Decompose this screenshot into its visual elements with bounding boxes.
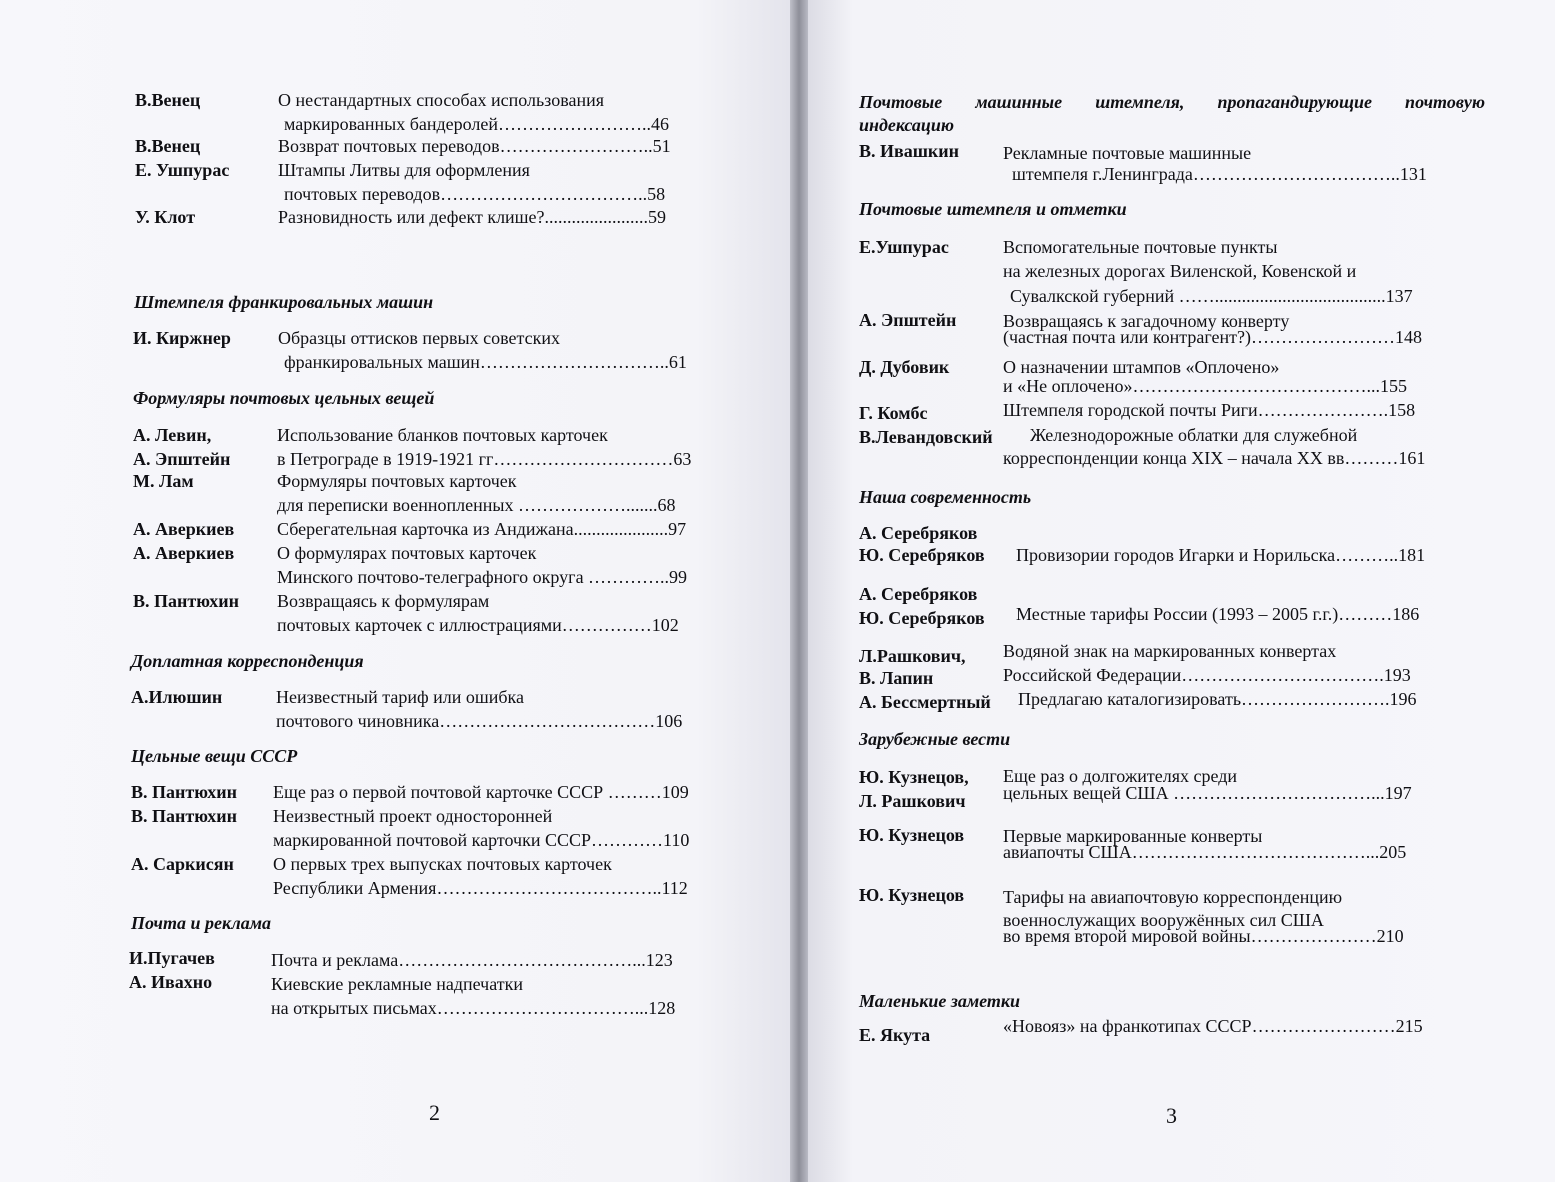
entry-title: О первых трех выпусках почтовых карточек	[273, 854, 612, 874]
entry-author: Л.Рашкович,	[859, 646, 966, 666]
entry-title: во время второй мировой войны…………………210	[1003, 926, 1404, 946]
entry-title: Образцы оттисков первых советских	[278, 328, 560, 348]
entry-author: Ю. Серебряков	[859, 608, 985, 628]
entry-title: почтовых карточек с иллюстрациями……………102	[277, 615, 679, 635]
entry-title: цельных вещей США ……………………………...197	[1003, 783, 1412, 803]
section-heading: Почтовые машинные штемпеля, пропагандирующие почтовую	[859, 92, 1485, 112]
entry-author: А. Эпштейн	[859, 310, 957, 330]
entry-title: О нестандартных способах использования	[278, 90, 604, 110]
entry-author: У. Клот	[135, 207, 196, 227]
entry-author: В. Пантюхин	[131, 782, 238, 802]
entry-title: Возвращаясь к загадочному конверту	[1003, 311, 1290, 331]
entry-title: корреспонденции конца XIX – начала XX вв………161	[1003, 448, 1426, 468]
entry-title: Еще раз о первой почтовой карточке СССР ………109	[273, 782, 689, 802]
entry-author: В. Ивашкин	[859, 141, 960, 161]
entry-title: О назначении штампов «Оплочено»	[1003, 357, 1280, 377]
entry-title: в Петрограде в 1919-1921 гг…………………………63	[277, 449, 692, 469]
section-heading: индексацию	[859, 115, 955, 135]
entry-author: В.Венец	[135, 136, 201, 156]
entry-title: Неизвестный проект односторонней	[273, 806, 553, 826]
entry-title: Первые маркированные конверты	[1003, 826, 1263, 846]
entry-author: Е.Ушпурас	[859, 237, 949, 257]
entry-title: почтовых переводов……………………………..58	[284, 184, 666, 204]
section-heading: Наша современность	[859, 487, 1032, 507]
section-heading: Почта и реклама	[131, 913, 272, 933]
entry-author: В.Венец	[135, 90, 201, 110]
entry-title: Еще раз о долгожителях среди	[1003, 766, 1238, 786]
entry-title: Неизвестный тариф или ошибка	[276, 687, 525, 707]
entry-title: франкировальных машин…………………………..61	[284, 352, 687, 372]
entry-author: Ю. Кузнецов	[859, 825, 965, 845]
entry-title: Сувалкской губерний ……......................................137	[1010, 286, 1413, 306]
entry-title: Сберегательная карточка из Андижана.....................97	[277, 519, 687, 539]
entry-title: Республики Армения………………………………..112	[273, 878, 688, 898]
entry-author: В. Пантюхин	[133, 591, 240, 611]
entry-author: А. Саркисян	[131, 854, 234, 874]
entry-title: штемпеля г.Ленинграда……………………………..131	[1012, 164, 1427, 184]
entry-author: А. Ивахно	[129, 972, 213, 992]
entry-author: И. Киржнер	[133, 328, 231, 348]
entry-title: военнослужащих вооружённых сил США	[1003, 910, 1324, 930]
entry-title: Местные тарифы России (1993 – 2005 г.г.)………186	[1016, 604, 1420, 624]
entry-title: на железных дорогах Виленской, Ковенской и	[1003, 261, 1357, 281]
entry-author: А. Левин,	[133, 425, 212, 445]
entry-author: Д. Дубовик	[859, 357, 950, 377]
right-page-number: 3	[1166, 1103, 1177, 1128]
entry-author: И.Пугачев	[129, 948, 215, 968]
entry-author: А. Аверкиев	[133, 519, 235, 539]
entry-title: Использование бланков почтовых карточек	[277, 425, 608, 445]
entry-author: А. Серебряков	[859, 523, 978, 543]
entry-title: Минского почтово-телеграфного округа …………..99	[277, 567, 688, 587]
entry-title: Рекламные почтовые машинные	[1003, 143, 1252, 163]
entry-author: Г. Комбс	[859, 403, 928, 423]
entry-author: Л. Рашкович	[859, 791, 966, 811]
entry-author: А. Серебряков	[859, 584, 978, 604]
entry-title: авиапочты США…………………………………...205	[1003, 842, 1407, 862]
section-heading: Штемпеля франкировальных машин	[134, 292, 434, 312]
entry-title: Возвращаясь к формулярам	[277, 591, 490, 611]
entry-author: А. Бессмертный	[859, 692, 991, 712]
entry-title: Предлагаю каталогизировать…………………….196	[1018, 689, 1417, 709]
entry-title: Разновидность или дефект клише?.......................59	[278, 207, 667, 227]
entry-title: Формуляры почтовых карточек	[277, 471, 517, 491]
entry-title: почтового чиновника………………………………106	[276, 711, 683, 731]
entry-author: А.Илюшин	[131, 687, 223, 707]
entry-title: Возврат почтовых переводов……………………..51	[278, 136, 671, 156]
entry-title: Киевские рекламные надпечатки	[271, 974, 523, 994]
entry-title: (частная почта или контрагент?)……………………148	[1003, 327, 1422, 347]
entry-title: «Новояз» на франкотипах СССР……………………215	[1003, 1016, 1423, 1036]
entry-title: Почта и реклама…………………………………...123	[271, 950, 673, 970]
section-heading: Маленькие заметки	[859, 991, 1021, 1011]
entry-author: Ю. Серебряков	[859, 545, 985, 565]
section-heading: Доплатная корреспонденция	[131, 651, 364, 671]
entry-title: и «Не оплочено»…………………………………...155	[1003, 376, 1407, 396]
section-heading: Зарубежные вести	[859, 729, 1011, 749]
entry-title: Штампы Литвы для оформления	[278, 160, 530, 180]
entry-title: Вспомогательные почтовые пункты	[1003, 237, 1278, 257]
entry-title: Железнодорожные облатки для служебной	[1030, 425, 1358, 445]
section-heading: Почтовые штемпеля и отметки	[859, 199, 1127, 219]
entry-title: для переписки военнопленных ……………….......68	[277, 495, 676, 515]
entry-author: М. Лам	[133, 471, 194, 491]
entry-author: В. Лапин	[859, 668, 934, 688]
entry-author: Е. Якута	[859, 1025, 931, 1045]
entry-title: Российской Федерации…………………………….193	[1003, 665, 1411, 685]
entry-title: на открытых письмах……………………………...128	[271, 998, 676, 1018]
entry-title: Тарифы на авиапочтовую корреспонденцию	[1003, 887, 1343, 907]
entry-author: Ю. Кузнецов	[859, 885, 965, 905]
entry-author: В. Пантюхин	[131, 806, 238, 826]
entry-author: Е. Ушпурас	[135, 160, 230, 180]
entry-author: А. Эпштейн	[133, 449, 231, 469]
left-page-number: 2	[429, 1100, 440, 1125]
entry-title: маркированных бандеролей……………………..46	[284, 114, 670, 134]
entry-title: Провизории городов Игарки и Норильска………..181	[1016, 545, 1426, 565]
entry-title: Штемпеля городской почты Риги………………….158	[1003, 400, 1416, 420]
entry-author: В.Левандовский	[859, 427, 993, 447]
section-heading: Формуляры почтовых цельных вещей	[133, 388, 435, 408]
section-heading: Цельные вещи СССР	[131, 746, 298, 766]
entry-title: маркированной почтовой карточки СССР…………110	[273, 830, 690, 850]
entry-title: Водяной знак на маркированных конвертах	[1003, 641, 1337, 661]
entry-author: Ю. Кузнецов,	[859, 767, 969, 787]
entry-author: А. Аверкиев	[133, 543, 235, 563]
entry-title: О формулярах почтовых карточек	[277, 543, 537, 563]
